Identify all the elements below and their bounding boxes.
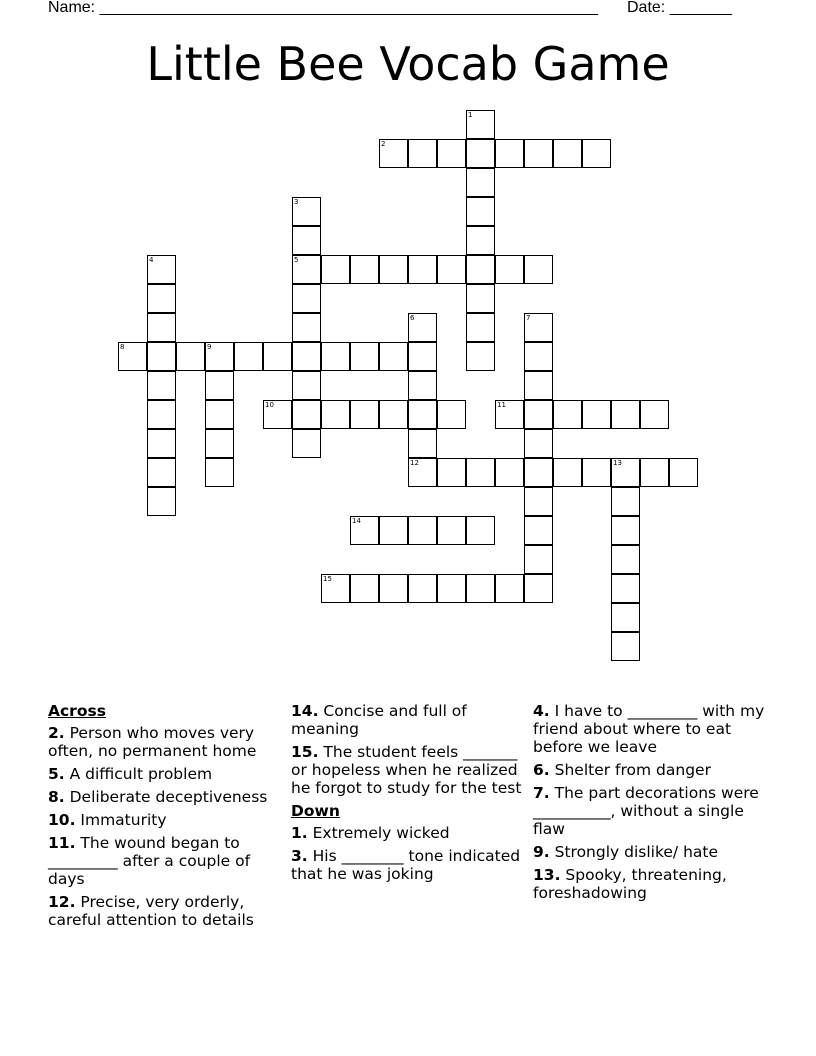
grid-cell[interactable] <box>466 197 495 226</box>
clue-text: A difficult problem <box>69 765 213 783</box>
grid-cell[interactable] <box>350 574 379 603</box>
cell-number: 13 <box>613 459 622 467</box>
grid-cell[interactable] <box>611 574 640 603</box>
grid-cell[interactable] <box>553 139 582 168</box>
grid-cell[interactable] <box>437 400 466 429</box>
grid-cell[interactable] <box>524 342 553 371</box>
grid-cell[interactable] <box>524 545 553 574</box>
grid-cell[interactable] <box>321 400 350 429</box>
grid-cell[interactable] <box>292 429 321 458</box>
grid-cell[interactable] <box>379 574 408 603</box>
grid-cell[interactable] <box>408 429 437 458</box>
grid-cell[interactable] <box>466 226 495 255</box>
grid-cell[interactable] <box>408 574 437 603</box>
grid-cell[interactable] <box>147 284 176 313</box>
clue-text: The wound began to _________ after a couple of days <box>48 834 251 888</box>
clue-text: Precise, very orderly, careful attention to details <box>48 893 254 929</box>
grid-cell[interactable] <box>495 255 524 284</box>
clue-text: Deliberate deceptiveness <box>69 788 268 806</box>
clue-across-8 <box>48 788 280 806</box>
grid-cell[interactable] <box>524 458 553 487</box>
grid-cell[interactable] <box>524 313 553 342</box>
clues-column-3 <box>533 702 773 907</box>
grid-cell[interactable] <box>408 342 437 371</box>
down-heading: Down <box>291 802 340 820</box>
grid-cell[interactable] <box>495 458 524 487</box>
grid-cell[interactable] <box>205 458 234 487</box>
clue-down-3 <box>291 847 527 883</box>
grid-cell[interactable] <box>495 400 524 429</box>
clue-text: Person who moves very often, no permanent home <box>48 724 257 760</box>
grid-cell[interactable] <box>379 342 408 371</box>
clue-number: 6. <box>533 761 550 779</box>
cell-number: 10 <box>265 401 274 409</box>
grid-cell[interactable] <box>234 342 263 371</box>
grid-cell[interactable] <box>118 342 147 371</box>
grid-cell[interactable] <box>147 342 176 371</box>
clue-across-12 <box>48 893 280 929</box>
grid-cell[interactable] <box>350 516 379 545</box>
cell-number: 1 <box>468 111 473 119</box>
grid-cell[interactable] <box>292 197 321 226</box>
grid-cell[interactable] <box>205 429 234 458</box>
grid-cell[interactable] <box>147 400 176 429</box>
grid-cell[interactable] <box>379 516 408 545</box>
grid-cell[interactable] <box>147 487 176 516</box>
cell-number: 3 <box>294 198 299 206</box>
clue-down-1 <box>291 824 527 842</box>
grid-cell[interactable] <box>437 255 466 284</box>
grid-cell[interactable] <box>321 255 350 284</box>
across-heading: Across <box>48 702 106 720</box>
grid-cell[interactable] <box>611 545 640 574</box>
clue-across-2 <box>48 724 280 760</box>
clue-number: 15. <box>291 743 319 761</box>
grid-cell[interactable] <box>582 139 611 168</box>
grid-cell[interactable] <box>292 371 321 400</box>
clue-number: 5. <box>48 765 65 783</box>
clue-text: His ________ tone indicated that he was joking <box>291 847 521 883</box>
grid-cell[interactable] <box>408 371 437 400</box>
clue-text: The part decorations were __________, without a single flaw <box>533 784 759 838</box>
grid-cell[interactable] <box>524 516 553 545</box>
grid-cell[interactable] <box>350 400 379 429</box>
grid-cell[interactable] <box>408 313 437 342</box>
clue-text: Extremely wicked <box>312 824 450 842</box>
grid-cell[interactable] <box>321 574 350 603</box>
grid-cell[interactable] <box>611 516 640 545</box>
grid-cell[interactable] <box>205 371 234 400</box>
grid-cell[interactable] <box>147 429 176 458</box>
grid-cell[interactable] <box>147 255 176 284</box>
grid-cell[interactable] <box>524 400 553 429</box>
clue-number: 10. <box>48 811 76 829</box>
clue-number: 3. <box>291 847 308 865</box>
clue-text: Spooky, threatening, foreshadowing <box>533 866 727 902</box>
clue-across-15 <box>291 743 527 797</box>
grid-cell[interactable] <box>292 342 321 371</box>
clues-column-2 <box>291 702 527 888</box>
grid-cell[interactable] <box>292 255 321 284</box>
grid-cell[interactable] <box>350 342 379 371</box>
clue-number: 8. <box>48 788 65 806</box>
grid-cell[interactable] <box>466 255 495 284</box>
grid-cell[interactable] <box>640 400 669 429</box>
clue-number: 9. <box>533 843 550 861</box>
clue-down-13 <box>533 866 773 902</box>
cell-number: 5 <box>294 256 299 264</box>
clue-text: The student feels _______ or hopeless when he realized he forgot to study for the test <box>291 743 522 797</box>
clue-down-6 <box>533 761 773 779</box>
grid-cell[interactable] <box>437 139 466 168</box>
clue-number: 14. <box>291 702 319 720</box>
clue-number: 1. <box>291 824 308 842</box>
grid-cell[interactable] <box>292 226 321 255</box>
cell-number: 6 <box>410 314 415 322</box>
clue-across-11 <box>48 834 280 888</box>
grid-cell[interactable] <box>408 458 437 487</box>
grid-cell[interactable] <box>350 255 379 284</box>
grid-cell[interactable] <box>582 400 611 429</box>
grid-cell[interactable] <box>466 139 495 168</box>
name-field[interactable]: Name: ________________________________________________________ <box>48 0 598 16</box>
clue-text: Concise and full of meaning <box>291 702 467 738</box>
grid-cell[interactable] <box>408 255 437 284</box>
grid-cell[interactable] <box>611 603 640 632</box>
clue-number: 7. <box>533 784 550 802</box>
grid-cell[interactable] <box>524 429 553 458</box>
grid-cell[interactable] <box>176 342 205 371</box>
grid-cell[interactable] <box>321 342 350 371</box>
clue-text: Shelter from danger <box>554 761 711 779</box>
cell-number: 9 <box>207 343 212 351</box>
clue-text: I have to _________ with my friend about where to eat before we leave <box>533 702 765 756</box>
grid-cell[interactable] <box>437 516 466 545</box>
clues-column-1 <box>48 702 280 934</box>
grid-cell[interactable] <box>611 487 640 516</box>
cell-number: 15 <box>323 575 332 583</box>
grid-cell[interactable] <box>466 342 495 371</box>
cell-number: 7 <box>526 314 531 322</box>
grid-cell[interactable] <box>263 342 292 371</box>
grid-cell[interactable] <box>611 632 640 661</box>
grid-cell[interactable] <box>669 458 698 487</box>
grid-cell[interactable] <box>466 168 495 197</box>
grid-cell[interactable] <box>553 458 582 487</box>
grid-cell[interactable] <box>292 313 321 342</box>
clue-number: 11. <box>48 834 76 852</box>
clue-text: Strongly dislike/ hate <box>554 843 719 861</box>
grid-cell[interactable] <box>466 516 495 545</box>
cell-number: 2 <box>381 140 386 148</box>
grid-cell[interactable] <box>495 574 524 603</box>
grid-cell[interactable] <box>495 139 524 168</box>
grid-cell[interactable] <box>553 400 582 429</box>
grid-cell[interactable] <box>524 255 553 284</box>
grid-cell[interactable] <box>147 458 176 487</box>
clue-number: 2. <box>48 724 65 742</box>
clue-number: 13. <box>533 866 561 884</box>
clue-text: Immaturity <box>80 811 167 829</box>
cell-number: 14 <box>352 517 361 525</box>
clue-across-10 <box>48 811 280 829</box>
clue-across-14 <box>291 702 527 738</box>
grid-cell[interactable] <box>205 342 234 371</box>
clue-down-9 <box>533 843 773 861</box>
grid-cell[interactable] <box>408 139 437 168</box>
grid-cell[interactable] <box>611 458 640 487</box>
clue-across-5 <box>48 765 280 783</box>
grid-cell[interactable] <box>379 139 408 168</box>
grid-cell[interactable] <box>466 574 495 603</box>
grid-cell[interactable] <box>524 371 553 400</box>
grid-cell[interactable] <box>408 400 437 429</box>
grid-cell[interactable] <box>466 110 495 139</box>
cell-number: 4 <box>149 256 154 264</box>
grid-cell[interactable] <box>263 400 292 429</box>
grid-cell[interactable] <box>524 574 553 603</box>
grid-cell[interactable] <box>524 487 553 516</box>
grid-cell[interactable] <box>147 371 176 400</box>
grid-cell[interactable] <box>292 400 321 429</box>
clue-down-7 <box>533 784 773 838</box>
grid-cell[interactable] <box>292 284 321 313</box>
grid-cell[interactable] <box>379 400 408 429</box>
clue-down-4 <box>533 702 773 756</box>
grid-cell[interactable] <box>205 400 234 429</box>
cell-number: 8 <box>120 343 125 351</box>
grid-cell[interactable] <box>408 516 437 545</box>
grid-cell[interactable] <box>466 284 495 313</box>
grid-cell[interactable] <box>524 139 553 168</box>
grid-cell[interactable] <box>611 400 640 429</box>
grid-cell[interactable] <box>582 458 611 487</box>
grid-cell[interactable] <box>466 313 495 342</box>
date-field[interactable]: Date: _______ <box>627 0 732 16</box>
cell-number: 11 <box>497 401 506 409</box>
grid-cell[interactable] <box>437 574 466 603</box>
grid-cell[interactable] <box>379 255 408 284</box>
page-title: Little Bee Vocab Game <box>146 37 670 91</box>
grid-cell[interactable] <box>466 458 495 487</box>
grid-cell[interactable] <box>640 458 669 487</box>
clue-number: 4. <box>533 702 550 720</box>
cell-number: 12 <box>410 459 419 467</box>
grid-cell[interactable] <box>147 313 176 342</box>
clue-number: 12. <box>48 893 76 911</box>
grid-cell[interactable] <box>437 458 466 487</box>
